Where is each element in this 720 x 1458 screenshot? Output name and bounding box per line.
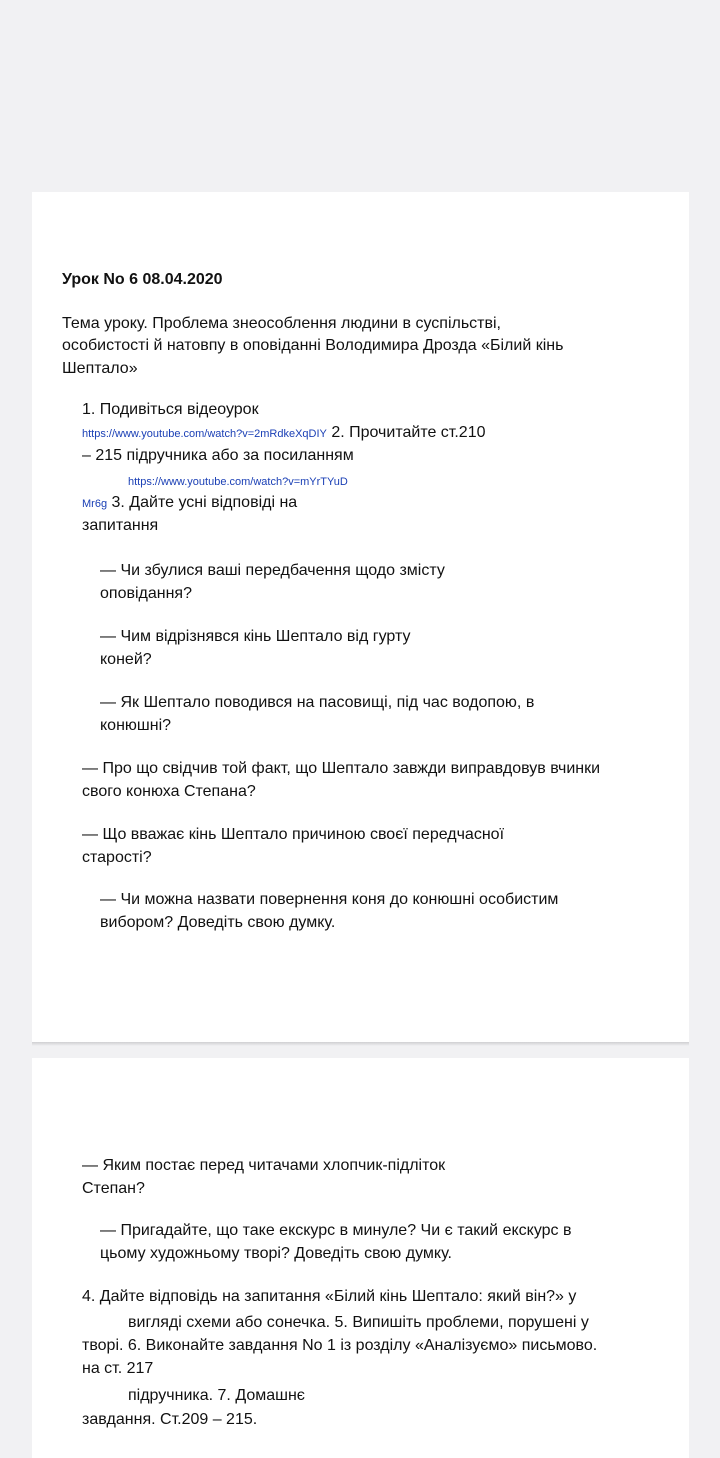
task-2-line xyxy=(82,421,486,446)
question: — Чи збулися ваші передбачення щодо змісту xyxy=(100,562,445,579)
question: конюшні? xyxy=(100,717,172,734)
question: — Що вважає кінь Шептало причиною своєї передчасної xyxy=(82,826,505,843)
topic-line: Тема уроку. Проблема знеособлення людини в суспільстві, xyxy=(62,315,501,332)
question: старості? xyxy=(82,849,152,866)
page-shadow xyxy=(32,1042,689,1046)
topic-line: особистості й натовпу в оповіданні Володимира Дрозда «Білий кінь xyxy=(62,337,564,354)
question: — Про що свідчив той факт, що Шептало завжди виправдовув вчинки xyxy=(82,760,601,777)
document-page-1 xyxy=(32,192,689,1042)
question: — Чи можна назвати повернення коня до конюшні особистим xyxy=(100,891,559,908)
question: вибором? Доведіть свою думку. xyxy=(100,914,336,931)
question: коней? xyxy=(100,651,152,668)
question: цьому художньому творі? Доведіть свою думку. xyxy=(100,1245,452,1262)
task-2-text: 2. Прочитайте ст.210 xyxy=(326,424,486,441)
task-4-continued: вигляді схеми або сонечка. 5. Випишіть проблеми, порушені у xyxy=(128,1314,589,1331)
video-link-1[interactable]: https://www.youtube.com/watch?v=2mRdkeXqDIY xyxy=(82,428,327,440)
homework: завдання. Ст.209 – 215. xyxy=(82,1411,258,1428)
question: — Яким постає перед читачами хлопчик-підліток xyxy=(82,1157,446,1174)
task-1: 1. Подивіться відеоурок xyxy=(82,401,259,418)
task-3-line xyxy=(82,491,297,516)
lesson-title: Урок No 6 08.04.2020 xyxy=(62,271,223,288)
document-page-2 xyxy=(32,1058,689,1458)
question: свого конюха Степана? xyxy=(82,783,256,800)
question: — Пригадайте, що таке екскурс в минуле? Чи є такий екскурс в xyxy=(100,1222,572,1239)
question: — Як Шептало поводився на пасовищі, під час водопою, в xyxy=(100,694,535,711)
video-link-2-end[interactable]: Mr6g xyxy=(82,498,108,510)
topic-line: Шептало» xyxy=(62,360,138,377)
task-3-continued: запитання xyxy=(82,517,159,534)
task-3-text: 3. Дайте усні відповіді на xyxy=(107,494,298,511)
video-link-2[interactable]: https://www.youtube.com/watch?v=mYrTYuD xyxy=(128,476,348,488)
task-4: 4. Дайте відповідь на запитання «Білий кінь Шептало: який він?» у xyxy=(82,1288,577,1305)
question: Степан? xyxy=(82,1180,145,1197)
question: оповідання? xyxy=(100,585,192,602)
task-2-continued: – 215 підручника або за посиланням xyxy=(82,447,354,464)
question: — Чим відрізнявся кінь Шептало від гурту xyxy=(100,628,411,645)
task-6: творі. 6. Виконайте завдання No 1 із розділу «Аналізуємо» письмово. xyxy=(82,1337,598,1354)
task-6-page: на ст. 217 xyxy=(82,1360,154,1377)
task-7: підручника. 7. Домашнє xyxy=(128,1387,305,1404)
